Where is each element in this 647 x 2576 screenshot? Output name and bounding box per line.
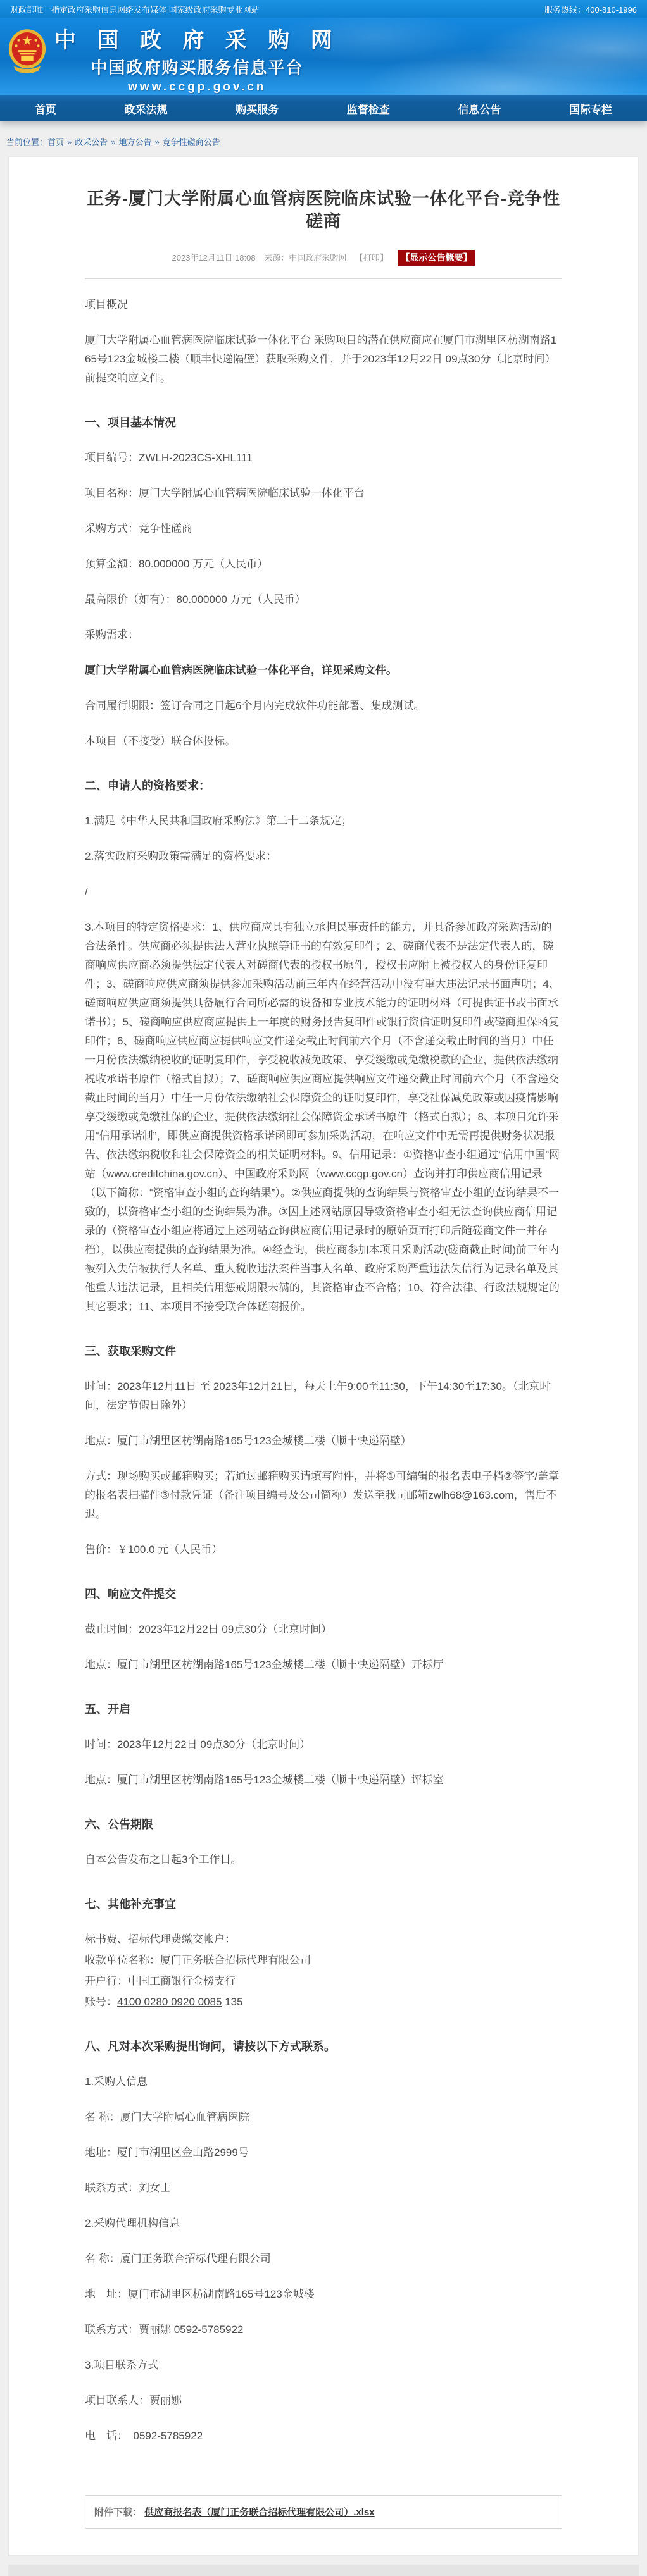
publish-date: 2023年12月11日 18:08 — [172, 252, 256, 263]
article-paragraph: 项目概况 — [85, 298, 128, 311]
article-paragraph: 地址：厦门市湖里区金山路2999号 — [85, 2146, 249, 2158]
article-paragraph: 合同履行期限：签订合同之日起6个月内完成软件功能部署、集成测试。 — [85, 699, 425, 712]
article-meta — [85, 250, 562, 266]
nav-item-4[interactable]: 监督检查 — [346, 103, 390, 116]
article-paragraph: 地 址：厦门市湖里区枋湖南路165号123金城楼 — [85, 2288, 315, 2300]
section-heading: 五、开启 — [85, 1702, 130, 1716]
section-heading: 一、项目基本情况 — [85, 416, 176, 429]
section-heading: 二、申请人的资格要求： — [85, 779, 210, 792]
article-paragraph: 电 话： 0592-5785922 — [85, 2429, 203, 2442]
article-paragraph: 开户行：中国工商银行金榜支行 — [85, 1974, 236, 1987]
article-body — [85, 295, 562, 2446]
article-paragraph: 自本公告发布之日起3个工作日。 — [85, 1853, 242, 1866]
article-paragraph: 地点：厦门市湖里区枋湖南路165号123金城楼二楼（顺丰快递隔壁）评标室 — [85, 1773, 444, 1786]
article-paragraph: 账号：4100 0280 0920 0085 135 — [85, 1995, 243, 2008]
article-source: 来源：中国政府采购网 — [264, 252, 347, 263]
nav-item-2[interactable]: 政采法规 — [124, 103, 168, 116]
site-logo[interactable] — [8, 23, 340, 94]
article-paragraph: 名 称：厦门大学附属心血管病医院 — [85, 2110, 249, 2123]
section-heading: 六、公告期限 — [85, 1817, 153, 1831]
breadcrumb — [0, 121, 647, 154]
article-paragraph: 项目联系人：贾丽娜 — [85, 2394, 182, 2406]
article-paragraph: 联系方式：贾丽娜 0592-5785922 — [85, 2323, 244, 2336]
article-paragraph: 地点：厦门市湖里区枋湖南路165号123金城楼二楼（顺丰快递隔壁）开标厅 — [85, 1658, 444, 1671]
topbar-slogan: 财政部唯一指定政府采购信息网络发布媒体 国家级政府采购专业网站 — [10, 4, 260, 15]
article-paragraph: 3.项目联系方式 — [85, 2358, 159, 2371]
site-name: 中 国 政 府 采 购 网 — [54, 28, 340, 53]
attachment-box — [85, 2495, 562, 2529]
breadcrumb-item-2[interactable]: 政采公告 — [75, 137, 108, 147]
breadcrumb-items — [47, 137, 220, 147]
article-paragraph: 1.采购人信息 — [85, 2075, 148, 2088]
section-heading: 三、获取采购文件 — [85, 1344, 176, 1358]
page-title: 正务-厦门大学附属心血管病医院临床试验一体化平台-竞争性磋商 — [87, 189, 560, 232]
breadcrumb-item-4: 竞争性磋商公告 — [162, 137, 220, 147]
article-paragraph: 1.满足《中华人民共和国政府采购法》第二十二条规定； — [85, 814, 353, 827]
attachment-label: 附件下载： — [94, 2506, 142, 2518]
nav-item-6[interactable]: 国际专栏 — [568, 103, 612, 116]
article-paragraph: 截止时间：2023年12月22日 09点30分（北京时间） — [85, 1623, 332, 1635]
breadcrumb-separator: » — [154, 137, 160, 147]
service-hotline: 服务热线：400-810-1996 — [544, 4, 637, 15]
breadcrumb-item-3[interactable]: 地方公告 — [118, 137, 152, 147]
article-paragraph: 项目名称：厦门大学附属心血管病医院临床试验一体化平台 — [85, 486, 365, 499]
breadcrumb-separator: » — [111, 137, 116, 147]
footer-bar — [8, 2565, 639, 2576]
article-paragraph: 售价：￥100.0 元（人民币） — [85, 1543, 223, 1556]
topbar — [0, 0, 647, 18]
print-button[interactable]: 【打印】 — [355, 252, 388, 263]
announcement-card — [8, 156, 639, 2556]
breadcrumb-separator: » — [67, 137, 72, 147]
site-url: www.ccgp.gov.cn — [128, 80, 267, 94]
article-paragraph: 地点：厦门市湖里区枋湖南路165号123金城楼二楼（顺丰快递隔壁） — [85, 1434, 411, 1447]
article-paragraph: 标书费、招标代理费缴交帐户： — [85, 1933, 236, 1945]
article-paragraph: 2.采购代理机构信息 — [85, 2217, 180, 2229]
nav-item-3[interactable]: 购买服务 — [236, 103, 279, 116]
site-subtitle: 中国政府购买服务信息平台 — [91, 58, 304, 77]
nav-item-5[interactable]: 信息公告 — [458, 103, 501, 116]
breadcrumb-item-1[interactable]: 首页 — [47, 137, 65, 147]
meta-divider — [85, 278, 562, 279]
article-paragraph: 厦门大学附属心血管病医院临床试验一体化平台，详见采购文件。 — [85, 664, 397, 676]
nav-item-1[interactable]: 首页 — [35, 103, 56, 116]
article-paragraph: 项目编号：ZWLH-2023CS-XHL111 — [85, 451, 253, 464]
article-paragraph: 预算金额：80.000000 万元（人民币） — [85, 557, 268, 570]
article-paragraph: 3.本项目的特定资格要求：1、供应商应具有独立承担民事责任的能力，并具备参加政府采购活动的合法条件。供应商必须提供法人营业执照等证书的有效复印件；2、磋商代表不是法定代表人的，磋商响应供应商必须提供法定代表人对磋商代表的授权书原件，授权书应附上被授权人的身份证复印件；3、磋商响应供应商须提供参加采购活动前三年内在经营活动中没有重大违法记录书面声明；4、磋商响应供应商须提供具备履行合同所必需的设备和专业技术能力的证明材料（可提供证书或书面承诺书）；5、磋商响应供应商应提供上一年度的财务报告复印件或银行资信证明复印件或磋商担保函复印件；6、磋商响应供应商应提供响应文件递交截止时间前六个月（不含递交截止时间的当月）中任一月份依法缴纳税收的证明复印件，享受税收减免政策、享受缓缴或免缴税款的企业，提供依法缴纳税收承诺书原件（格式自拟）；7、磋商响应供应商应提供响应文件递交截止时间前六个月（不含递交截止时间的当月）中任一月份依法缴纳社会保障资金的证明复印件，享受社保减免政策或因疫情影响享受缓缴或免缴社保的企业，提供依法缴纳社会保障资金承诺书原件（格式自拟）；8、本项目允许采用“信用承诺制”，即供应商提供资格承诺函即可参加采购活动，在响应文件中无需再提供财务状况报告、依法缴纳税收和社会保障资金的相关证明材料。9、信用记录：①资格审查小组通过“信用中国”网站（www.creditchina.gov.cn）、中国政府采购网（www.ccgp.gov.cn）查询并打印供应商信用记录（以下简称：“资格审查小组的查询结果”）。②供应商提供的查询结果与资格审查小组的查询结果不一致的，以资格审查小组的查询结果为准。③因上述网站原因导致资格审查小组无法查询供应商信用记录的（资格审查小组应将通过上述网站查询供应商信用记录时的原始页面打印后随磋商文件一并存档），以供应商提供的查询结果为准。④经查询，供应商参加本项目采购活动(磋商截止时间)前三年内被列入失信被执行人名单、重大税收违法案件当事人名单、政府采购严重违法失信行为记录名单及其他重大违法记录，且相关信用惩戒期限未满的，其资格审查不合格；10、符合法律、行政法规规定的其它要求；11、本项目不接受联合体磋商报价。 — [85, 920, 560, 1313]
article-paragraph: 采购方式：竞争性磋商 — [85, 522, 192, 535]
main-nav — [0, 95, 647, 121]
article-paragraph: 时间：2023年12月22日 09点30分（北京时间） — [85, 1738, 311, 1750]
article-paragraph: 名 称：厦门正务联合招标代理有限公司 — [85, 2252, 271, 2265]
article-paragraph: 厦门大学附属心血管病医院临床试验一体化平台 采购项目的潜在供应商应在厦门市湖里区枋湖南路165号123金城楼二楼（顺丰快递隔壁）获取采购文件，并于2023年12月22日 09点30分（北京时间）前提交响应文件。 — [85, 333, 557, 384]
site-title-group — [54, 23, 340, 94]
article-paragraph: 方式：现场购买或邮箱购买；若通过邮箱购买请填写附件，并将①可编辑的报名表电子档②签字/盖章的报名表扫描件③付款凭证（备注项目编号及公司简称）发送至我司邮箱zwlh68@163.com，售后不退。 — [85, 1470, 560, 1520]
article-paragraph: 联系方式：刘女士 — [85, 2181, 171, 2194]
article-paragraph: 最高限价（如有）：80.000000 万元（人民币） — [85, 593, 306, 605]
show-summary-button[interactable]: 【显示公告概要】 — [398, 250, 475, 266]
article-paragraph: / — [85, 885, 88, 898]
section-heading: 四、响应文件提交 — [85, 1587, 176, 1601]
site-banner — [0, 18, 647, 95]
section-heading: 七、其他补充事宜 — [85, 1897, 176, 1910]
article-paragraph: 本项目（不接受）联合体投标。 — [85, 734, 236, 747]
national-emblem-icon — [8, 28, 47, 77]
article-paragraph: 收款单位名称：厦门正务联合招标代理有限公司 — [85, 1954, 311, 1966]
section-heading: 八、凡对本次采购提出询问，请按以下方式联系。 — [85, 2040, 336, 2053]
attachment-download-link[interactable]: 供应商报名表（厦门正务联合招标代理有限公司）.xlsx — [144, 2506, 375, 2518]
article-paragraph: 采购需求： — [85, 628, 139, 641]
article-paragraph: 2.落实政府采购政策需满足的资格要求： — [85, 850, 277, 862]
breadcrumb-label: 当前位置： — [6, 137, 48, 147]
article-paragraph: 时间：2023年12月11日 至 2023年12月21日，每天上午9:00至11:30，下午14:30至17:30。（北京时间，法定节假日除外） — [85, 1380, 551, 1411]
